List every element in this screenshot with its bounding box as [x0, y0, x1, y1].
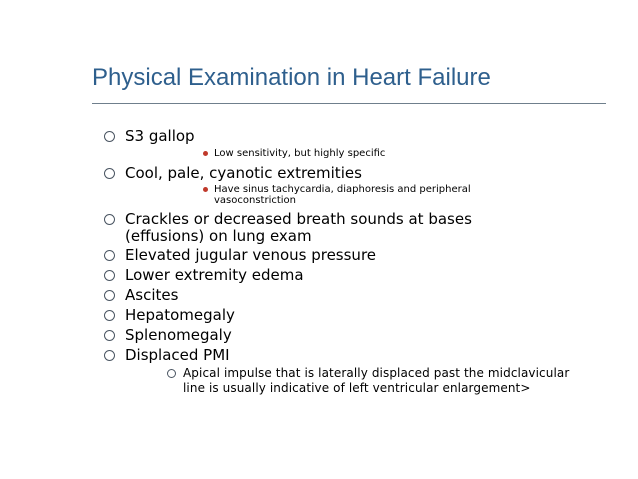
list-item-label: Splenomegaly — [125, 326, 232, 344]
hollow-circle-icon — [167, 369, 176, 378]
slide-title: Physical Examination in Heart Failure — [92, 64, 491, 91]
list-item-label: Hepatomegaly — [125, 306, 235, 324]
red-dot-icon — [203, 151, 208, 156]
sub-item-label: line is usually indicative of left ventricular enlargement> — [183, 381, 531, 395]
list-item-label: (effusions) on lung exam — [125, 227, 312, 245]
sub-item-label: vasoconstriction — [214, 195, 297, 206]
list-item-label: Ascites — [125, 286, 179, 304]
hollow-circle-icon — [104, 310, 115, 321]
hollow-circle-icon — [104, 270, 115, 281]
list-item-label: Elevated jugular venous pressure — [125, 246, 377, 264]
hollow-circle-icon — [104, 330, 115, 341]
hollow-circle-icon — [104, 214, 115, 225]
hollow-circle-icon — [104, 350, 115, 361]
list-item-label: Crackles or decreased breath sounds at bases — [125, 210, 472, 228]
sub-item-label: Low sensitivity, but highly specific — [214, 148, 386, 159]
red-dot-icon — [203, 187, 208, 192]
list-item-label: Cool, pale, cyanotic extremities — [125, 164, 362, 182]
list-item-label: S3 gallop — [125, 127, 195, 145]
title-divider — [92, 103, 606, 104]
hollow-circle-icon — [104, 131, 115, 142]
list-item-label: Displaced PMI — [125, 346, 230, 364]
sub-item-label: Apical impulse that is laterally displaced past the midclavicular — [183, 366, 570, 380]
hollow-circle-icon — [104, 168, 115, 179]
list-item-label: Lower extremity edema — [125, 266, 304, 284]
hollow-circle-icon — [104, 290, 115, 301]
hollow-circle-icon — [104, 250, 115, 261]
sub-item-label: Have sinus tachycardia, diaphoresis and peripheral — [214, 184, 471, 195]
